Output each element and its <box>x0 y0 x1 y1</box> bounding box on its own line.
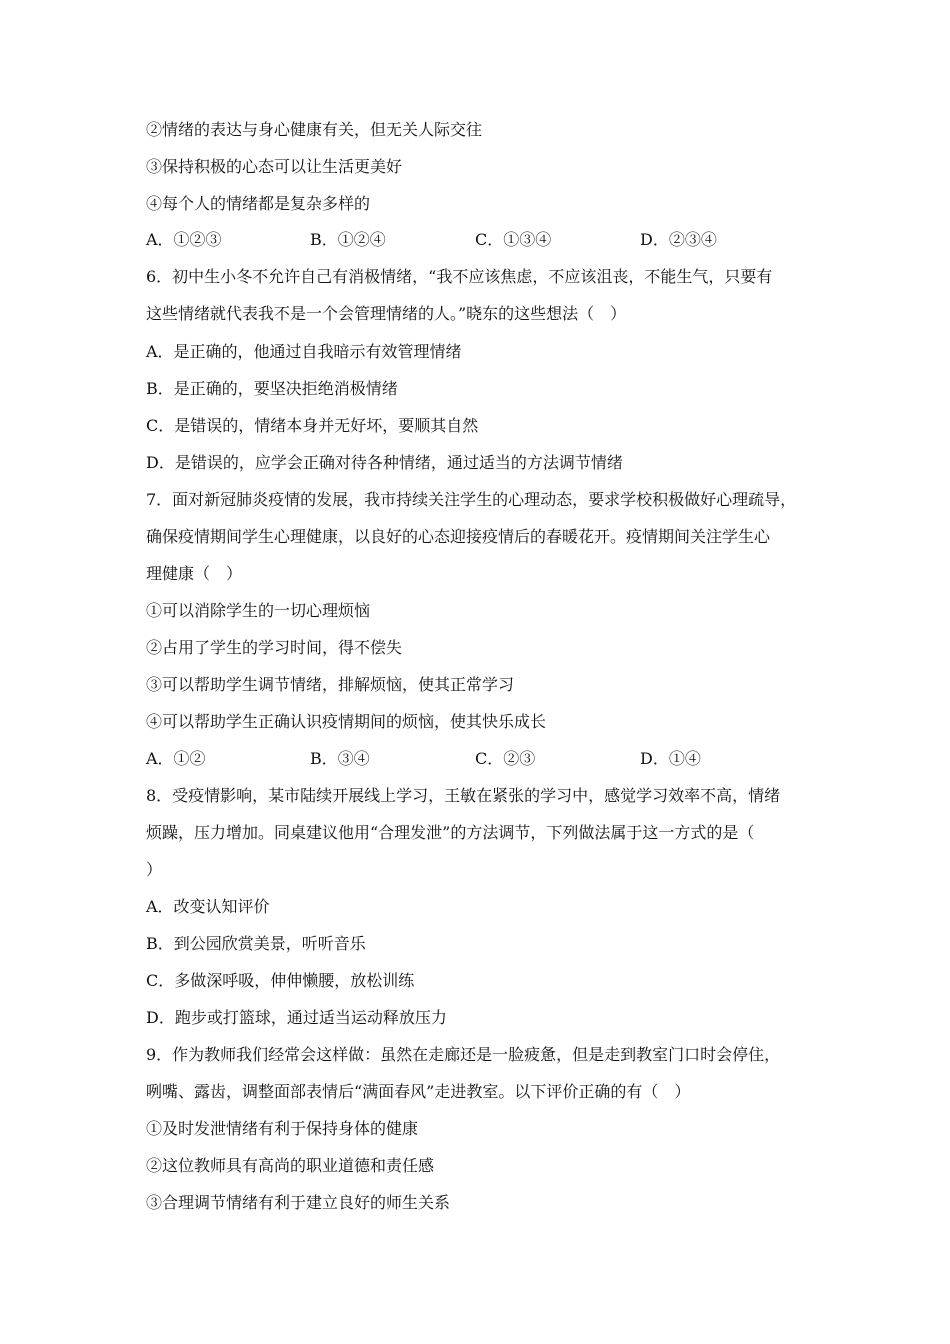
q7-item-2: ②占用了学生的学习时间，得不偿失 <box>146 638 403 657</box>
q7-item-3: ③可以帮助学生调节情绪，排解烦恼，使其正常学习 <box>146 675 515 694</box>
q9-item-3: ③合理调节情绪有利于建立良好的师生关系 <box>146 1193 451 1212</box>
q5-option-d: D．②③④ <box>640 230 717 249</box>
q6-stem-line-2: 这些情绪就代表我不是一个会管理情绪的人。”晓东的这些想法（ ） <box>146 304 627 323</box>
q7-option-a: A．①② <box>146 749 206 768</box>
q7-item-1: ①可以消除学生的一切心理烦恼 <box>146 601 371 620</box>
q5-item-4: ④每个人的情绪都是复杂多样的 <box>146 194 371 213</box>
q8-option-c: C．多做深呼吸，伸伸懒腰，放松训练 <box>146 971 415 990</box>
q8-stem-line-3: ） <box>146 860 163 879</box>
q8-option-d: D．跑步或打篮球，通过适当运动释放压力 <box>146 1008 447 1027</box>
q6-option-c: C．是错误的，情绪本身并无好坏，要顺其自然 <box>146 416 479 435</box>
q6-stem-line-1: 6．初中生小冬不允许自己有消极情绪，“我不应该焦虑，不应该沮丧，不能生气，只要有 <box>146 267 773 286</box>
q7-option-b: B．③④ <box>310 749 370 768</box>
q5-item-3: ③保持积极的心态可以让生活更美好 <box>146 157 403 176</box>
q9-stem-line-1: 9．作为教师我们经常会这样做：虽然在走廊还是一脸疲惫，但是走到教室门口时会停住， <box>146 1045 781 1064</box>
q6-option-a: A．是正确的，他通过自我暗示有效管理情绪 <box>146 342 462 361</box>
q7-item-4: ④可以帮助学生正确认识疫情期间的烦恼，使其快乐成长 <box>146 712 547 731</box>
q9-stem-line-2: 咧嘴、露齿，调整面部表情后“满面春风”走进教室。以下评价正确的有（ ） <box>146 1082 691 1101</box>
q7-stem-line-3: 理健康（ ） <box>146 564 243 583</box>
q8-stem-line-1: 8．受疫情影响，某市陆续开展线上学习，王敏在紧张的学习中，感觉学习效率不高，情绪 <box>146 786 781 805</box>
q5-option-c: C．①③④ <box>475 230 552 249</box>
q7-stem-line-2: 确保疫情期间学生心理健康，以良好的心态迎接疫情后的春暖花开。疫情期间关注学生心 <box>146 527 771 546</box>
q7-stem-line-1: 7．面对新冠肺炎疫情的发展，我市持续关注学生的心理动态，要求学校积极做好心理疏导， <box>146 490 797 509</box>
q8-stem-line-2: 烦躁，压力增加。同桌建议他用“合理发泄”的方法调节，下列做法属于这一方式的是（ <box>146 823 755 842</box>
q9-item-1: ①及时发泄情绪有利于保持身体的健康 <box>146 1119 419 1138</box>
q8-option-a: A．改变认知评价 <box>146 897 270 916</box>
q5-item-2: ②情绪的表达与身心健康有关，但无关人际交往 <box>146 120 483 139</box>
q5-option-a: A．①②③ <box>146 230 222 249</box>
q6-option-b: B．是正确的，要坚决拒绝消极情绪 <box>146 379 398 398</box>
q7-option-d: D．①④ <box>640 749 701 768</box>
q9-item-2: ②这位教师具有高尚的职业道德和责任感 <box>146 1156 435 1175</box>
q6-option-d: D．是错误的，应学会正确对待各种情绪，通过适当的方法调节情绪 <box>146 453 623 472</box>
q5-option-b: B．①②④ <box>310 230 386 249</box>
q8-option-b: B．到公园欣赏美景，听听音乐 <box>146 934 366 953</box>
q7-option-c: C．②③ <box>475 749 536 768</box>
